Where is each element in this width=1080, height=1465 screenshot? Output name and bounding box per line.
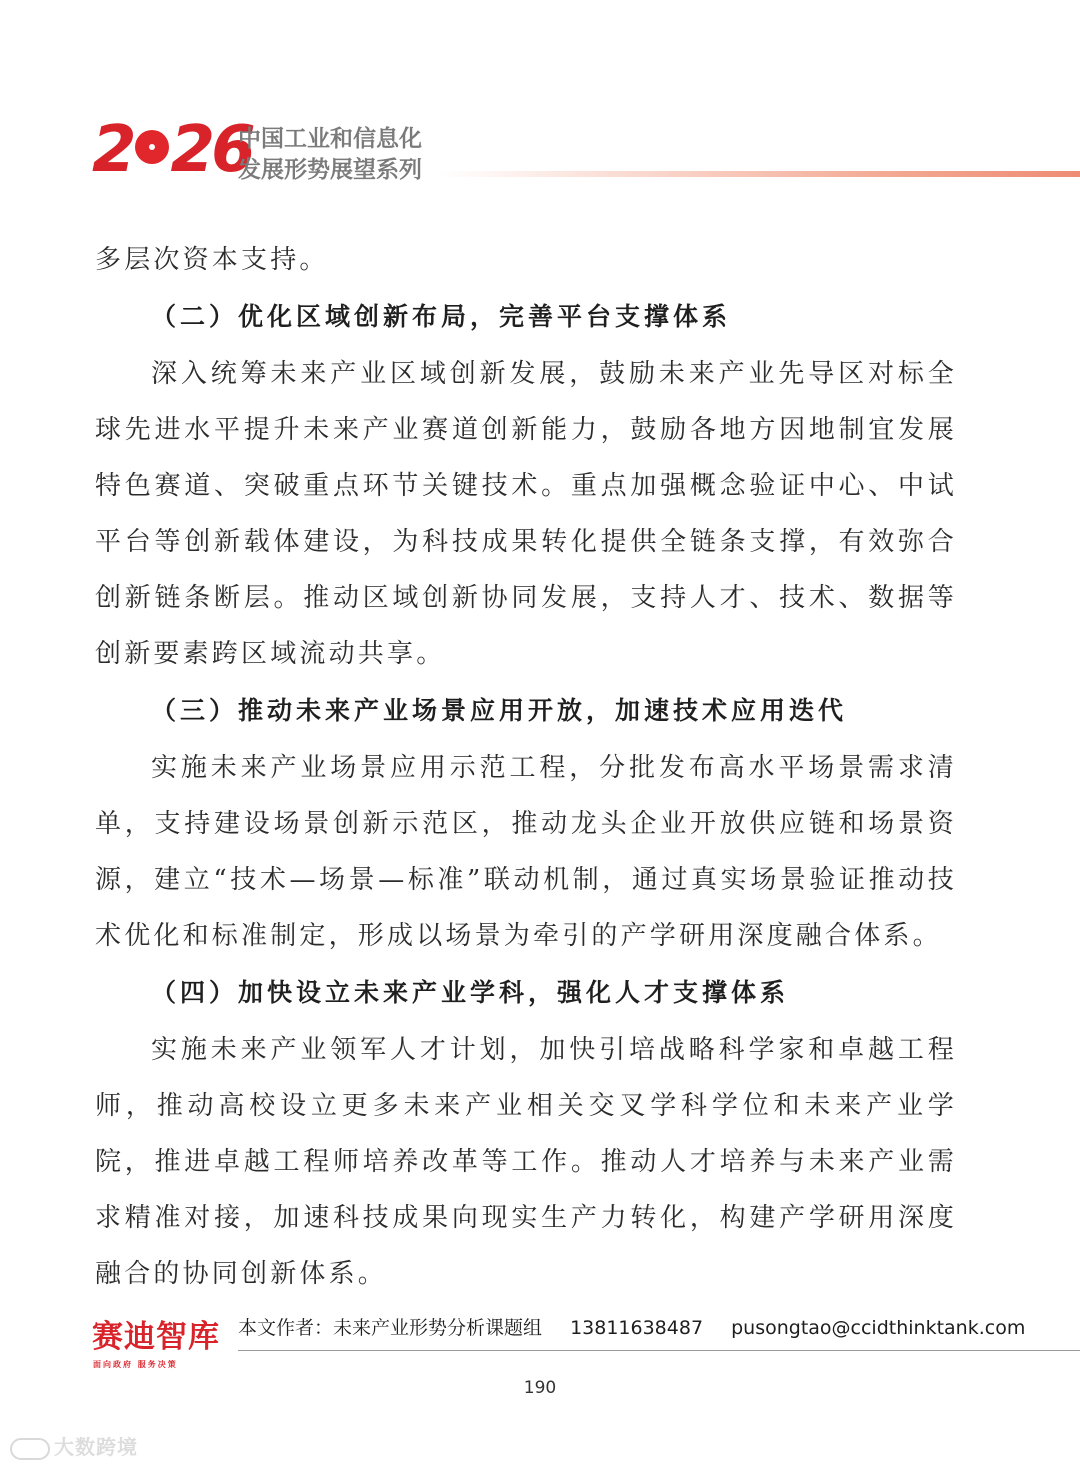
header-divider bbox=[440, 171, 1080, 177]
footer-author: 本文作者：未来产业形势分析课题组 bbox=[238, 1317, 543, 1339]
footer-email[interactable]: pusongtao@ccidthinktank.com bbox=[731, 1317, 1026, 1339]
footer-info bbox=[238, 1313, 1025, 1340]
page-header bbox=[0, 0, 1080, 200]
series-title-line1: 中国工业和信息化 bbox=[238, 126, 422, 152]
paragraph-section-2: 深入统筹未来产业区域创新发展，鼓励未来产业先导区对标全球先进水平提升未来产业赛道创新能力，鼓励各地方因地制宜发展特色赛道、突破重点环节关键技术。重点加强概念验证中心、中试平台等创新载体建设，为科技成果转化提供全链条支撑，有效弥合创新链条断层。推动区域创新协同发展，支持人才、技术、数据等创新要素跨区域流动共享。 bbox=[95, 359, 957, 669]
footer-divider bbox=[238, 1350, 1080, 1351]
paragraph-section-3: 实施未来产业场景应用示范工程，分批发布高水平场景需求清单，支持建设场景创新示范区，推动龙头企业开放供应链和场景资源，建立“技术—场景—标准”联动机制，通过真实场景验证推动技术优化和标准制定，形成以场景为牵引的产学研用深度融合体系。 bbox=[95, 753, 957, 951]
paragraph-section-4: 实施未来产业领军人才计划，加快引培战略科学家和卓越工程师，推动高校设立更多未来产业相关交叉学科学位和未来产业学院，推进卓越工程师培养改革等工作。推动人才培养与未来产业需求精准对接，加速科技成果向现实生产力转化，构建产学研用深度融合的协同创新体系。 bbox=[95, 1035, 957, 1289]
logo-year-right: 26 bbox=[170, 113, 252, 187]
ccid-brand-logo: 赛迪智库 bbox=[92, 1319, 220, 1355]
report-year-logo bbox=[92, 113, 252, 187]
brand-tagline: 面向政府 服务决策 bbox=[93, 1360, 178, 1369]
footer-phone: 13811638487 bbox=[570, 1317, 704, 1339]
logo-year-left: 2 bbox=[92, 113, 133, 187]
gear-icon bbox=[135, 130, 169, 164]
page-number: 190 bbox=[523, 1378, 557, 1398]
series-title bbox=[238, 124, 422, 186]
watermark bbox=[10, 1431, 138, 1460]
section-heading-4: （四）加快设立未来产业学科，强化人才支撑体系 bbox=[151, 978, 790, 1007]
section-heading-3: （三）推动未来产业场景应用开放，加速技术应用迭代 bbox=[151, 696, 848, 725]
document-body bbox=[95, 232, 957, 1302]
section-heading-2: （二）优化区域创新布局，完善平台支撑体系 bbox=[151, 302, 732, 331]
watermark-text: 大数跨境 bbox=[54, 1435, 138, 1459]
paragraph-continuation: 多层次资本支持。 bbox=[95, 245, 329, 275]
series-title-line2: 发展形势展望系列 bbox=[238, 157, 422, 183]
watermark-logo-icon bbox=[10, 1438, 50, 1460]
